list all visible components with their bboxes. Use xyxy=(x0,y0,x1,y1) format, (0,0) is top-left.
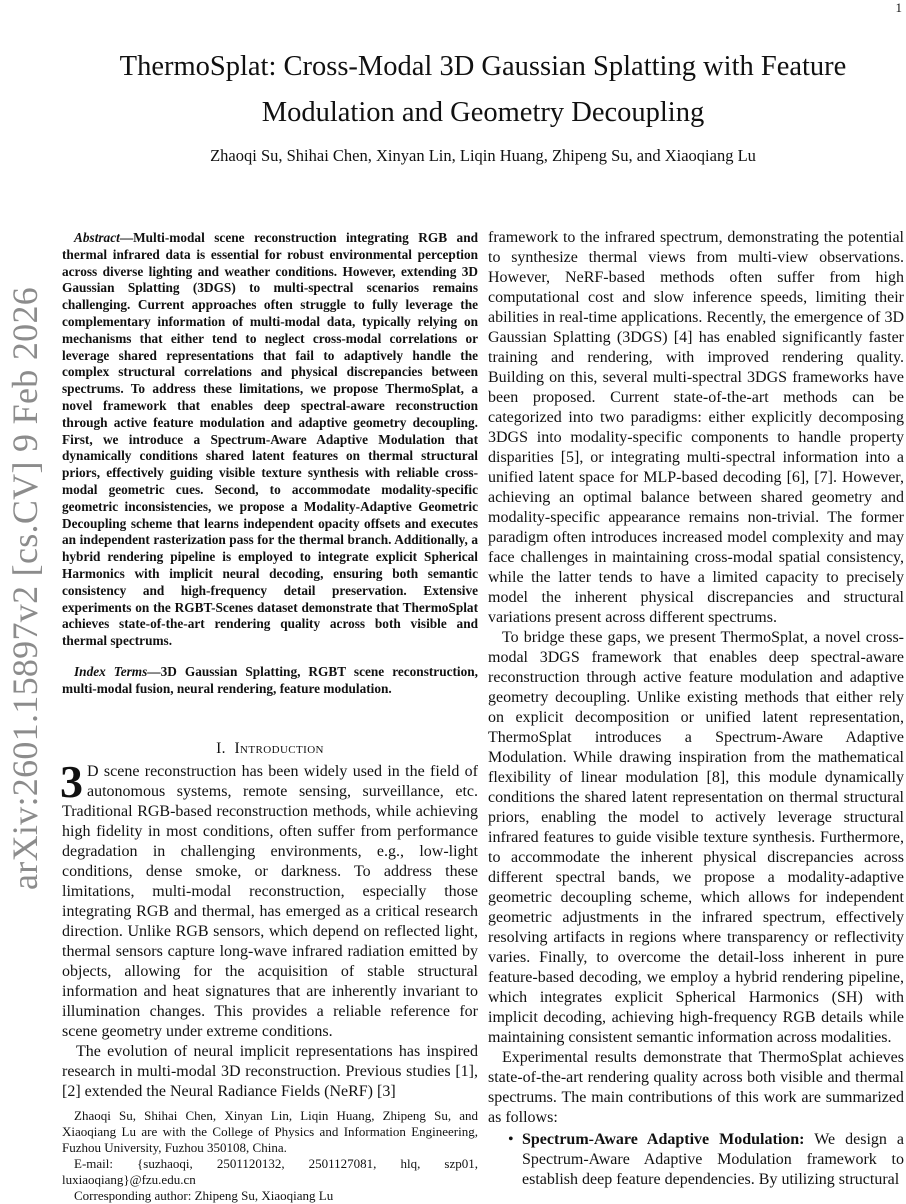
intro-paragraph-1 xyxy=(60,755,478,1042)
contribution-item xyxy=(488,1130,904,1190)
intro-paragraph-1-text: D scene reconstruction has been widely used in the field of autonomous systems, remote sensing, surveillance, etc. Traditional RGB-based reconstruction methods, while achieving high fidelity in most conditions, often suffer from performance degradation in challenging environments, e.g., low-light conditions, dense smoke, or darkness. To address these limitations, multi-modal reconstruction, especially those integrating RGB and thermal, has emerged as a critical research direction. Unlike RGB sensors, which depend on reflected light, thermal sensors capture long-wave infrared radiation emitted by objects, allowing for the acquisition of stable structural information and heat signatures that are inherently invariant to illumination changes. This provides a reliable reference for scene geometry under extreme conditions. xyxy=(62,762,478,1040)
arxiv-identifier-stamp[interactable]: arXiv:2601.15897v2 [cs.CV] 9 Feb 2026 xyxy=(5,286,45,890)
intro-paragraph-4: Experimental results demonstrate that ThermoSplat achieves state-of-the-art rendering quality across both visible and thermal spectrums. The main contributions of this work are summarized as follows: xyxy=(488,1049,904,1126)
abstract xyxy=(62,230,478,650)
index-terms xyxy=(62,664,478,698)
intro-paragraph-3: To bridge these gaps, we present ThermoSplat, a novel cross-modal 3DGS framework that enables deep spectral-aware reconstruction through active feature modulation and adaptive geometry decoupling. Unlike existing methods that either rely on explicit decomposition or unified latent representation, ThermoSplat introduces a Spectrum-Aware Adaptive Modulation. While drawing inspiration from the mathematical flexibility of linear modulation [8], this module dynamically conditions the shared latent representation on thermal structural priors, enabling the model to actively leverage structural infrared features to guide visible texture synthesis. Furthermore, to accommodate the inherent physical discrepancies across different spectral bands, we propose a modality-adaptive geometric decoupling scheme, which allows for independent geometric adjustments in the infrared spectrum, effectively resolving artifacts in regions where transparency or reflectivity varies. Finally, to overcome the detail-loss inherent in pure feature-based decoding, we employ a hybrid rendering pipeline, which integrates explicit Spherical Harmonics (SH) with implicit decoding, achieving high-frequency RGB details while maintaining consistent semantic information across modalities. xyxy=(488,629,904,1046)
section-heading-introduction xyxy=(62,740,478,758)
bullet-icon: • xyxy=(508,1131,514,1148)
title-line-1: ThermoSplat: Cross-Modal 3D Gaussian Splatting with Feature xyxy=(119,51,847,82)
index-terms-label: Index Terms xyxy=(74,663,148,679)
contribution-text: We design a Spectrum-Aware Adaptive Modulation framework to establish deep feature dependencies. By utilizing structural xyxy=(522,1131,904,1188)
page-number: 1 xyxy=(895,0,902,15)
left-column xyxy=(62,230,478,1102)
footnote-corresponding-author: Corresponding author: Zhipeng Su, Xiaoqiang Lu xyxy=(74,1188,334,1203)
right-column xyxy=(488,228,904,1190)
footnotes xyxy=(62,1108,478,1204)
drop-cap: 3 xyxy=(60,755,83,807)
intro-paragraph-2-start: The evolution of neural implicit representations has inspired research in multi-modal 3D reconstruction. Previous studies [1], [2] extended the Neural Radiance Fields (NeRF) [3] xyxy=(62,1042,478,1100)
contribution-title: Spectrum-Aware Adaptive Modulation: xyxy=(522,1131,805,1148)
abstract-text: Multi-modal scene reconstruction integrating RGB and thermal infrared data is essential for robust environmental perception across diverse lighting and weather conditions. However, extending 3D Gaussian Splatting (3DGS) to multi-spectral scenarios remains challenging. Current approaches often struggle to fully leverage the complementary information of multi-modal data, typically relying on mechanisms that either tend to neglect cross-modal correlations or leverage shared representations that fail to adaptively handle the complex structural correlations and physical discrepancies between spectrums. To address these limitations, we propose ThermoSplat, a novel framework that enables deep spectral-aware reconstruction through active feature modulation and adaptive geometry decoupling. First, we introduce a Spectrum-Aware Adaptive Modulation that dynamically conditions shared latent features on thermal structural priors, effectively guiding visible texture synthesis with reliable cross-modal geometric cues. Second, to accommodate modality-specific geometric inconsistencies, we propose a Modality-Adaptive Geometric Decoupling scheme that learns independent opacity offsets and executes an independent rasterization pass for the thermal branch. Additionally, a hybrid rendering pipeline is employed to integrate explicit Spherical Harmonics with implicit neural decoding, ensuring both semantic consistency and high-frequency detail preservation. Extensive experiments on the RGBT-Scenes dataset demonstrate that ThermoSplat achieves state-of-the-art rendering quality across both visible and thermal spectrums. xyxy=(62,230,478,649)
intro-paragraph-2-continued: framework to the infrared spectrum, demonstrating the potential to synthesize thermal views from multi-view observations. However, NeRF-based methods often suffer from high computational cost and slow inference speeds, limiting their abilities in real-time applications. Recently, the emergence of 3D Gaussian Splatting (3DGS) [4] has enabled significantly faster training and rendering, with improved rendering quality. Building on this, several multi-spectral 3DGS frameworks have been proposed. Current state-of-the-art methods can be categorized into two paradigms: either explicitly decomposing 3DGS into modality-specific components to handle property disparities [5], or integrating multi-spectral information into a unified latent space for MLP-based decoding [6], [7]. However, achieving an optimal balance between shared geometry and modality-specific appearance remains non-trivial. The former paradigm often introduces increased model complexity and may face challenges in maintaining cross-modal spatial consistency, while the latter tends to have a limited capacity to precisely model the inherent physical discrepancies and structural variations present across different spectrums. xyxy=(488,229,904,626)
section-numeral: I. xyxy=(216,739,226,757)
footnote-affiliation: Zhaoqi Su, Shihai Chen, Xinyan Lin, Liqin Huang, Zhipeng Su, and Xiaoqiang Lu are with the College of Physics and Information Engineering, Fuzhou University, Fuzhou 350108, China. xyxy=(62,1108,478,1155)
index-terms-text: 3D Gaussian Splatting, RGBT scene reconstruction, multi-modal fusion, neural rendering, feature modulation. xyxy=(62,663,478,696)
abstract-dash: — xyxy=(119,230,134,245)
contributions-list xyxy=(488,1130,904,1190)
footnote-email: E-mail: {suzhaoqi, 2501120132, 2501127081, hlq, szp01, luxiaoqiang}@fzu.edu.cn xyxy=(62,1156,478,1187)
abstract-label: Abstract xyxy=(74,230,120,245)
index-terms-dash: — xyxy=(147,663,161,679)
paper-title xyxy=(60,44,906,136)
title-line-2: Modulation and Geometry Decoupling xyxy=(261,97,705,128)
author-list: Zhaoqi Su, Shihai Chen, Xinyan Lin, Liqin Huang, Zhipeng Su, and Xiaoqiang Lu xyxy=(210,146,756,165)
section-title: Introduction xyxy=(234,739,324,757)
